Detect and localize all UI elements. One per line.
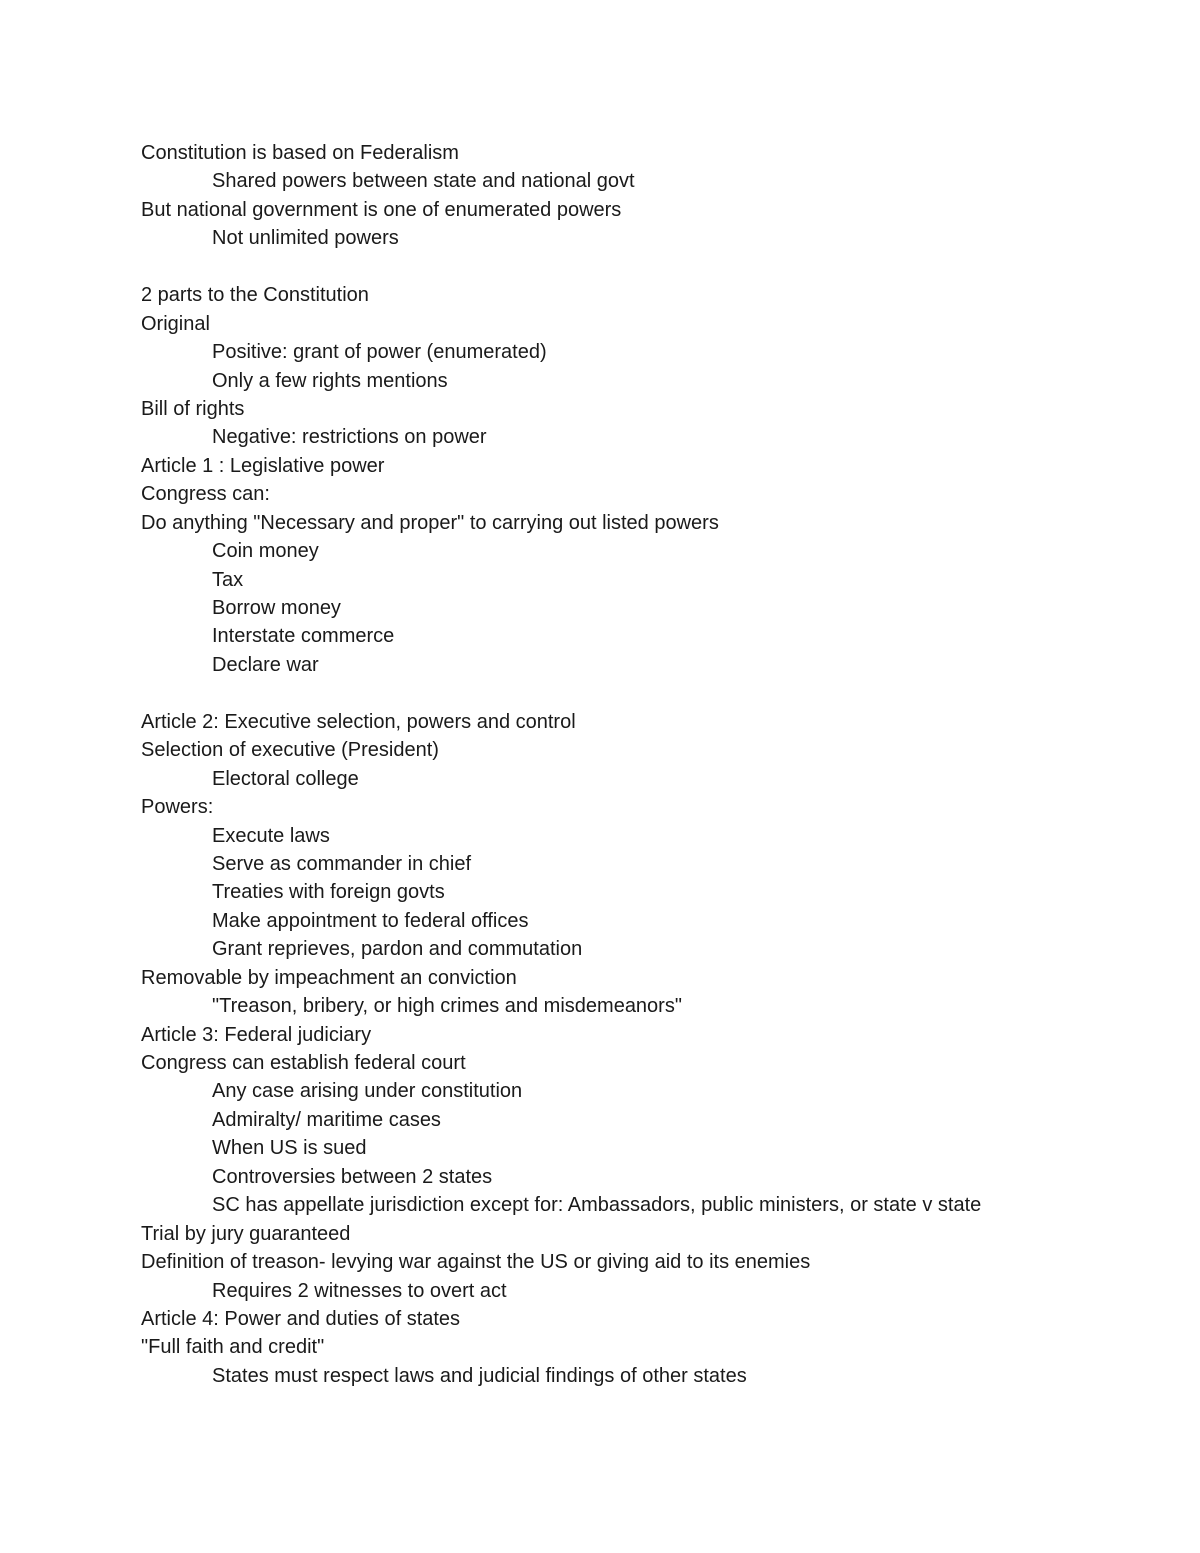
note-line: Bill of rights	[141, 397, 245, 420]
indented-note-line: "Treason, bribery, or high crimes and misdemeanors"	[212, 995, 682, 1018]
indented-note-line: Treaties with foreign govts	[212, 881, 445, 904]
indented-note-line: Controversies between 2 states	[212, 1165, 493, 1188]
note-line: Congress can establish federal court	[141, 1052, 466, 1074]
indented-note-line: Interstate commerce	[212, 625, 395, 648]
indented-note-line: SC has appellate jurisdiction except for: Ambassadors, public ministers, or state v state	[212, 1194, 982, 1217]
indented-note-line: Positive: grant of power (enumerated)	[212, 341, 547, 364]
note-line: But national government is one of enumerated powers	[141, 198, 622, 221]
indented-note-line: States must respect laws and judicial findings of other states	[212, 1364, 747, 1387]
indented-note-line: Declare war	[212, 653, 319, 676]
indented-note-line: Not unlimited powers	[212, 227, 399, 250]
note-line: Constitution is based on Federalism	[141, 142, 459, 164]
indented-note-line: Only a few rights mentions	[212, 369, 448, 392]
note-line: Article 4: Power and duties of states	[141, 1307, 461, 1330]
indented-note-line: Negative: restrictions on power	[212, 426, 487, 449]
note-line: Article 1 : Legislative power	[141, 454, 385, 477]
indented-note-line: Grant reprieves, pardon and commutation	[212, 938, 583, 961]
indented-note-line: Electoral college	[212, 767, 359, 790]
note-line: Definition of treason- levying war against the US or giving aid to its enemies	[141, 1251, 811, 1274]
note-line: Removable by impeachment an conviction	[141, 966, 517, 989]
note-line: Article 2: Executive selection, powers and control	[141, 710, 576, 733]
indented-note-line: Serve as commander in chief	[212, 852, 472, 875]
notes-body	[141, 139, 1181, 1390]
indented-note-line: Any case arising under constitution	[212, 1080, 523, 1103]
note-line: Powers:	[141, 796, 214, 819]
note-line: Original	[141, 312, 210, 335]
blank-line	[141, 679, 1181, 707]
blank-line	[141, 253, 1181, 281]
note-line: Do anything "Necessary and proper" to carrying out listed powers	[141, 511, 719, 534]
indented-note-line: Coin money	[212, 540, 319, 563]
note-line: 2 parts to the Constitution	[141, 284, 369, 307]
indented-note-line: Borrow money	[212, 597, 341, 619]
indented-note-line: Requires 2 witnesses to overt act	[212, 1279, 507, 1302]
note-line: Selection of executive (President)	[141, 739, 439, 762]
indented-note-line: When US is sued	[212, 1137, 367, 1160]
indented-note-line: Shared powers between state and national govt	[212, 170, 635, 193]
note-line: Trial by jury guaranteed	[141, 1222, 351, 1245]
indented-note-line: Make appointment to federal offices	[212, 909, 529, 932]
indented-note-line: Execute laws	[212, 824, 330, 847]
indented-note-line: Admiralty/ maritime cases	[212, 1108, 441, 1131]
note-line: Congress can:	[141, 483, 270, 506]
note-line: "Full faith and credit"	[141, 1336, 325, 1359]
note-line: Article 3: Federal judiciary	[141, 1023, 372, 1046]
indented-note-line: Tax	[212, 568, 244, 591]
